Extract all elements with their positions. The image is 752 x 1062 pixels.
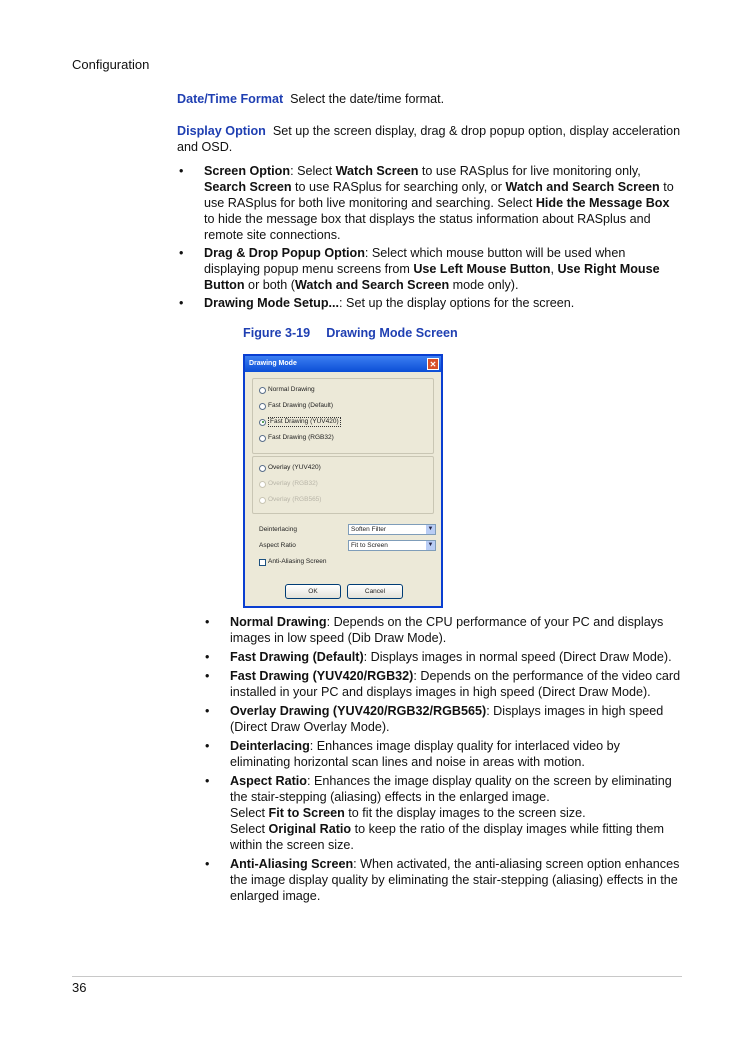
radio-label: Overlay (RGB565) bbox=[268, 496, 322, 503]
radio-icon bbox=[259, 497, 266, 504]
text: : Displays images in normal speed (Direct Draw Mode). bbox=[363, 650, 672, 664]
list-item-drag-drop bbox=[177, 245, 683, 293]
bold-term: Watch and Search Screen bbox=[505, 180, 660, 194]
close-icon[interactable]: ✕ bbox=[427, 358, 439, 370]
radio-icon bbox=[259, 403, 266, 410]
deinterlacing-select[interactable] bbox=[348, 524, 436, 535]
text: : Select bbox=[290, 164, 336, 178]
bold-term: Normal Drawing bbox=[230, 615, 327, 629]
text: to fit the display images to the screen size. bbox=[344, 806, 586, 820]
list-item-overlay-drawing bbox=[203, 703, 683, 735]
dialog-title-bar bbox=[245, 356, 441, 372]
ok-button[interactable]: OK bbox=[285, 584, 341, 599]
radio-fast-drawing-default[interactable] bbox=[259, 401, 333, 411]
bold-term: Anti-Aliasing Screen bbox=[230, 857, 354, 871]
radio-icon bbox=[259, 481, 266, 488]
radio-overlay-yuv420[interactable] bbox=[259, 463, 321, 473]
bold-term: Watch Screen bbox=[335, 164, 419, 178]
list-item-fast-drawing-yuv bbox=[203, 668, 683, 700]
footer-divider bbox=[72, 976, 682, 977]
bold-term: Use Right Mouse Button bbox=[204, 262, 660, 292]
chevron-down-icon[interactable]: ▼ bbox=[427, 542, 434, 548]
text: , bbox=[550, 262, 558, 276]
deinterlacing-label: Deinterlacing bbox=[259, 526, 297, 533]
text: or both ( bbox=[244, 278, 295, 292]
overlay-options-group bbox=[252, 456, 434, 514]
running-header: Configuration bbox=[72, 57, 150, 72]
figure-caption bbox=[243, 325, 458, 341]
list-item-screen-option bbox=[177, 163, 683, 243]
aspect-ratio-select[interactable] bbox=[348, 540, 436, 551]
text: : Depends on the CPU performance of your PC and displays images in low speed (Dib Draw Mode). bbox=[230, 615, 664, 645]
radio-label: Fast Drawing (Default) bbox=[268, 402, 334, 409]
drawing-mode-options-list bbox=[203, 614, 683, 907]
date-time-format-desc: Select the date/time format. bbox=[290, 92, 445, 106]
text: to keep the ratio of the display images while fitting them within the screen size. bbox=[230, 822, 665, 852]
bold-term: Use Left Mouse Button bbox=[413, 262, 551, 276]
text: Select bbox=[230, 822, 269, 836]
radio-selected-icon bbox=[259, 419, 266, 426]
text: : When activated, the anti-aliasing screen option enhances the image display quality by eliminating the stair-stepping (aliasing) effects in the enlarged image. bbox=[230, 857, 680, 903]
text: : Enhances the image display quality on the screen by eliminating the stair-stepping (aliasing) effects in the enlarged image. bbox=[230, 774, 672, 804]
dialog-title: Drawing Mode bbox=[249, 360, 297, 367]
display-option-list bbox=[177, 163, 683, 313]
bold-term: Fit to Screen bbox=[268, 806, 345, 820]
select-value: Soften Filter bbox=[351, 526, 387, 533]
bold-term: Watch and Search Screen bbox=[294, 278, 450, 292]
radio-fast-drawing-yuv420[interactable] bbox=[259, 417, 341, 427]
text: Select bbox=[230, 806, 269, 820]
drawing-options-group bbox=[252, 378, 434, 454]
display-option-paragraph bbox=[177, 123, 683, 155]
text: to hide the message box that displays the status information about RASplus and remote site connections. bbox=[204, 212, 651, 242]
bold-term: Hide the Message Box bbox=[535, 196, 670, 210]
bold-term: Deinterlacing bbox=[230, 739, 310, 753]
bold-term: Fast Drawing (YUV420/RGB32) bbox=[230, 669, 414, 683]
cancel-button[interactable]: Cancel bbox=[347, 584, 403, 599]
radio-label: Overlay (YUV420) bbox=[268, 464, 321, 471]
text: : Displays images in high speed (Direct Draw Overlay Mode). bbox=[230, 704, 664, 734]
select-value: Fit to Screen bbox=[351, 542, 388, 549]
text: : Depends on the performance of the video card installed in your PC and displays images in high speed (Direct Draw Mode). bbox=[230, 669, 681, 699]
page-number: 36 bbox=[72, 980, 87, 995]
bold-term: Screen Option bbox=[204, 164, 291, 178]
bold-term: Overlay Drawing (YUV420/RGB32/RGB565) bbox=[230, 704, 487, 718]
radio-icon bbox=[259, 387, 266, 394]
display-option-term: Display Option bbox=[177, 124, 266, 138]
figure-title: Drawing Mode Screen bbox=[326, 326, 458, 340]
text: : Enhances image display quality for interlaced video by eliminating horizontal scan lines and noise in areas with motion. bbox=[230, 739, 620, 769]
checkbox-icon bbox=[259, 559, 266, 566]
radio-label: Normal Drawing bbox=[268, 386, 315, 393]
radio-icon bbox=[259, 465, 266, 472]
text: : Select which mouse button will be used when displaying popup menu screens from bbox=[204, 246, 626, 276]
text: to use RASplus for searching only, or bbox=[291, 180, 506, 194]
bold-term: Search Screen bbox=[204, 180, 292, 194]
chevron-down-icon[interactable]: ▼ bbox=[427, 526, 434, 532]
list-item-aspect-ratio bbox=[203, 773, 683, 853]
list-item-drawing-mode bbox=[177, 295, 683, 311]
display-settings-group bbox=[252, 516, 434, 574]
bold-term: Drag & Drop Popup Option bbox=[204, 246, 365, 260]
display-option-desc: Set up the screen display, drag & drop popup option, display acceleration and OSD. bbox=[177, 124, 681, 154]
aspect-ratio-label: Aspect Ratio bbox=[259, 542, 296, 549]
text: to use RASplus for live monitoring only, bbox=[418, 164, 641, 178]
list-item-fast-drawing-default bbox=[203, 649, 683, 665]
radio-normal-drawing[interactable] bbox=[259, 385, 315, 395]
drawing-mode-dialog bbox=[243, 354, 443, 608]
list-item-deinterlacing bbox=[203, 738, 683, 770]
date-time-format-paragraph bbox=[177, 91, 683, 107]
text: mode only). bbox=[449, 278, 519, 292]
bold-term: Drawing Mode Setup... bbox=[204, 296, 340, 310]
anti-aliasing-checkbox[interactable] bbox=[259, 558, 327, 566]
radio-label: Overlay (RGB32) bbox=[268, 480, 318, 487]
radio-label: Fast Drawing (RGB32) bbox=[268, 434, 334, 441]
list-item-normal-drawing bbox=[203, 614, 683, 646]
figure-number: Figure 3-19 bbox=[243, 326, 311, 340]
bold-term: Fast Drawing (Default) bbox=[230, 650, 364, 664]
text: to use RASplus for both live monitoring and searching. Select bbox=[204, 180, 674, 210]
date-time-format-term: Date/Time Format bbox=[177, 92, 284, 106]
bold-term: Original Ratio bbox=[268, 822, 352, 836]
radio-label: Fast Drawing (YUV420) bbox=[270, 418, 339, 425]
text: : Set up the display options for the screen. bbox=[339, 296, 575, 310]
radio-fast-drawing-rgb32[interactable] bbox=[259, 433, 334, 443]
radio-overlay-rgb32 bbox=[259, 479, 318, 489]
checkbox-label: Anti-Aliasing Screen bbox=[268, 558, 327, 565]
bold-term: Aspect Ratio bbox=[230, 774, 307, 788]
list-item-anti-aliasing bbox=[203, 856, 683, 904]
radio-icon bbox=[259, 435, 266, 442]
radio-overlay-rgb565 bbox=[259, 495, 321, 505]
